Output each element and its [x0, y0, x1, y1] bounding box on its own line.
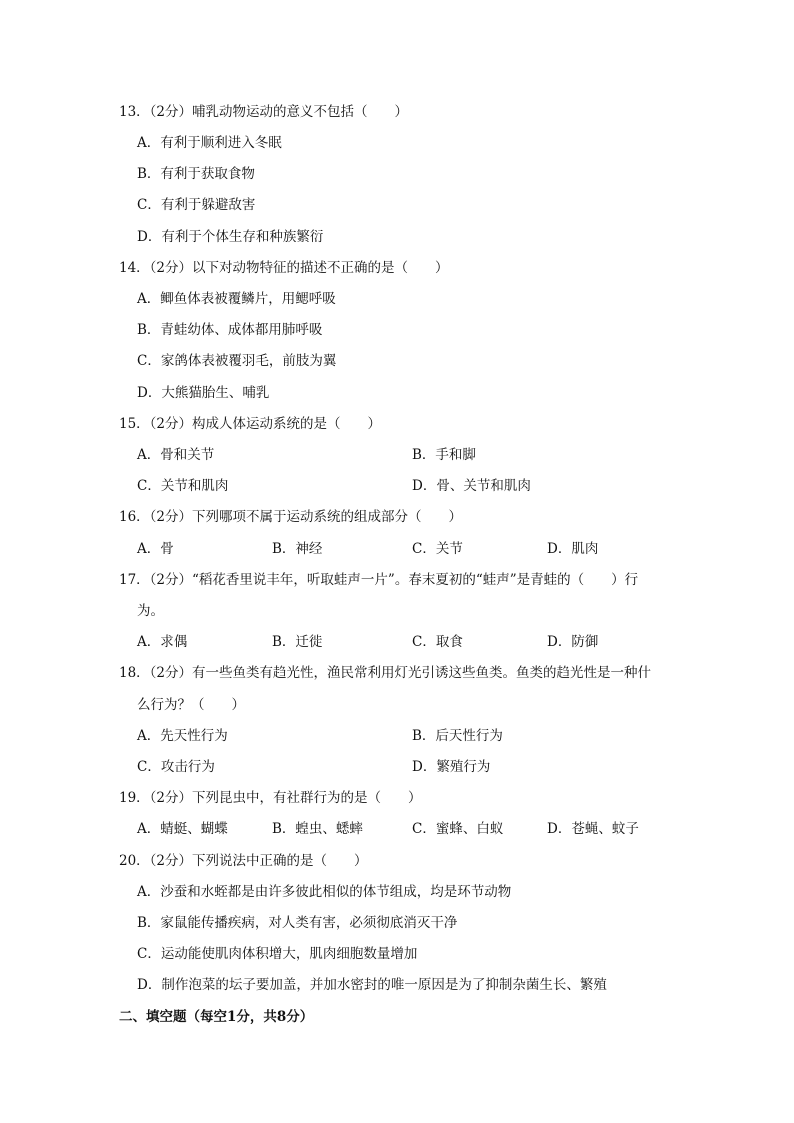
question-17-option-b: B．迁徙: [272, 634, 323, 650]
question-16-stem: 16．（2分）下列哪项不属于运动系统的组成部分（ ）: [119, 509, 463, 525]
question-15-stem: 15．（2分）构成人体运动系统的是（ ）: [119, 416, 382, 432]
question-20-option-d: D．制作泡菜的坛子要加盖，并加水密封的唯一原因是为了抑制杂菌生长、繁殖: [137, 977, 607, 993]
question-15-option-b: B．手和脚: [412, 447, 476, 463]
question-15-option-a: A．骨和关节: [137, 447, 215, 463]
question-20-option-c: C．运动能使肌肉体积增大，肌肉细胞数量增加: [137, 946, 418, 962]
question-13-option-d: D．有利于个体生存和种族繁衍: [137, 229, 324, 245]
question-17-stem-continued: 为。: [137, 603, 164, 619]
question-19-option-b: B．蝗虫、蟋蟀: [272, 821, 363, 837]
question-18-stem-continued: 么行为？（ ）: [137, 697, 245, 713]
question-13-option-a: A．有利于顺利进入冬眠: [137, 135, 282, 151]
question-16-option-c: C．关节: [412, 541, 463, 557]
question-18-option-b: B．后天性行为: [412, 728, 503, 744]
question-20-stem: 20．（2分）下列说法中正确的是（ ）: [119, 853, 368, 869]
question-20-option-b: B．家鼠能传播疾病，对人类有害，必须彻底消灭干净: [137, 915, 458, 931]
section-heading-fill-in-blank: 二、填空题（每空1分，共8分）: [119, 1009, 314, 1025]
question-19-option-d: D．苍蝇、蚊子: [547, 821, 639, 837]
question-20-option-a: A．沙蚕和水蛭都是由许多彼此相似的体节组成，均是环节动物: [137, 884, 512, 900]
question-16-option-b: B．神经: [272, 541, 323, 557]
question-17-option-c: C．取食: [412, 634, 463, 650]
question-18-stem: 18．（2分）有一些鱼类有趋光性，渔民常利用灯光引诱这些鱼类。鱼类的趋光性是一种什: [119, 665, 652, 681]
question-18-option-c: C．攻击行为: [137, 759, 215, 775]
question-14-stem: 14．（2分）以下对动物特征的描述不正确的是（ ）: [119, 260, 449, 276]
question-19-option-a: A．蜻蜓、蝴蝶: [137, 821, 228, 837]
question-17-option-d: D．防御: [547, 634, 599, 650]
question-19-option-c: C．蜜蜂、白蚁: [412, 821, 504, 837]
question-15-option-d: D．骨、关节和肌肉: [412, 478, 531, 494]
question-13-option-b: B．有利于获取食物: [137, 166, 255, 182]
question-13-stem: 13．（2分）哺乳动物运动的意义不包括（ ）: [119, 104, 409, 120]
question-15-option-c: C．关节和肌肉: [137, 478, 229, 494]
question-17-stem: 17．（2分）“稻花香里说丰年，听取蛙声一片”。春末夏初的“蛙声”是青蛙的（ ）行: [119, 572, 639, 588]
question-14-option-d: D．大熊猫胎生、哺乳: [137, 385, 270, 401]
question-16-option-a: A．骨: [137, 541, 174, 557]
question-18-option-a: A．先天性行为: [137, 728, 228, 744]
question-16-option-d: D．肌肉: [547, 541, 599, 557]
question-18-option-d: D．繁殖行为: [412, 759, 491, 775]
question-14-option-c: C．家鸽体表被覆羽毛，前肢为翼: [137, 353, 337, 369]
question-17-option-a: A．求偶: [137, 634, 188, 650]
question-14-option-b: B．青蛙幼体、成体都用肺呼吸: [137, 322, 323, 338]
question-13-option-c: C．有利于躲避敌害: [137, 197, 256, 213]
question-14-option-a: A．鲫鱼体表被覆鳞片，用鳃呼吸: [137, 291, 336, 307]
question-19-stem: 19．（2分）下列昆虫中，有社群行为的是（ ）: [119, 790, 422, 806]
